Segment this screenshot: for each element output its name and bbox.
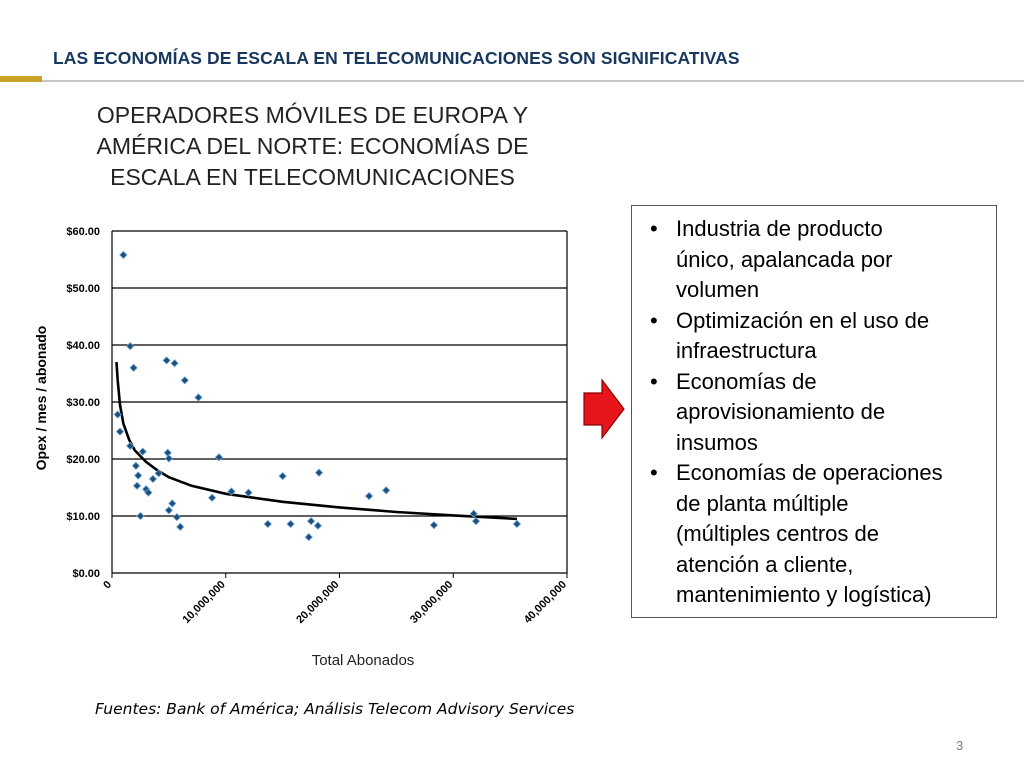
data-point	[195, 394, 202, 401]
y-tick-label: $60.00	[66, 226, 100, 238]
data-point	[472, 518, 479, 525]
bullet-dot-icon: •	[650, 460, 658, 485]
data-point	[165, 455, 172, 462]
bullet-dot-icon: •	[650, 368, 658, 394]
bullet-text-line: Economías de operaciones	[676, 460, 943, 485]
bullet-list	[642, 214, 986, 611]
data-point	[307, 518, 314, 525]
data-point	[132, 462, 139, 469]
data-points	[114, 251, 520, 540]
bullet-item	[642, 306, 986, 367]
data-point	[137, 512, 144, 519]
data-point	[305, 533, 312, 540]
data-point	[264, 520, 271, 527]
y-tick-label: $0.00	[72, 568, 100, 580]
data-point	[169, 500, 176, 507]
x-tick-label: 0	[101, 578, 115, 592]
bullet-text-line: infraestructura	[676, 338, 817, 363]
data-point	[163, 357, 170, 364]
bullet-list-box	[631, 205, 997, 618]
trendline	[117, 362, 518, 519]
chart-title-line-3: ESCALA EN TELECOMUNICACIONES	[110, 164, 515, 190]
y-tick-label: $10.00	[66, 511, 100, 523]
page-number: 3	[956, 738, 964, 753]
grid-lines	[112, 231, 567, 516]
trendline-group	[117, 362, 518, 519]
data-point	[287, 520, 294, 527]
x-axis-title: Total Abonados	[311, 652, 415, 669]
bullet-text-line: atención a cliente,	[676, 551, 854, 577]
data-point	[120, 251, 127, 258]
data-point	[314, 522, 321, 529]
y-tick-label: $40.00	[66, 340, 100, 352]
data-point	[116, 428, 123, 435]
data-point	[173, 514, 180, 521]
y-tick-label: $50.00	[66, 283, 100, 295]
bullet-text-line: Optimización en el uso de	[676, 307, 930, 333]
data-point	[133, 482, 140, 489]
data-point	[365, 492, 372, 499]
bullet-text-line: (múltiples centros de	[676, 521, 879, 546]
y-axis-title: Opex / mes / abonado	[33, 325, 49, 471]
bullet-item	[642, 367, 986, 459]
data-point	[181, 377, 188, 384]
right-arrow-icon	[584, 380, 624, 438]
bullet-text-line: Economías de	[676, 368, 817, 394]
data-point	[245, 489, 252, 496]
chart-title-line-2: AMÉRICA DEL NORTE: ECONOMÍAS DE	[96, 133, 529, 159]
data-point	[127, 343, 134, 350]
bullet-text-line: volumen	[676, 277, 760, 302]
data-point	[165, 507, 172, 514]
bullet-text-line: insumos	[676, 429, 758, 455]
x-tick-label: 30,000,000	[407, 578, 456, 627]
chart-title-line-1: OPERADORES MÓVILES DE EUROPA Y	[96, 102, 529, 128]
bullet-text-line: único, apalancada por	[676, 246, 893, 272]
data-point	[383, 487, 390, 494]
data-point	[135, 472, 142, 479]
y-tick-label: $30.00	[66, 397, 100, 409]
bullet-text-line: de planta múltiple	[676, 490, 849, 516]
bullet-text-line: mantenimiento y logística)	[676, 582, 932, 607]
bullet-text-line: Industria de producto	[676, 216, 883, 241]
data-point	[513, 520, 520, 527]
bullet-dot-icon: •	[650, 216, 658, 241]
source-note: Fuentes: Bank of América; Análisis Telecom Advisory Services	[95, 700, 575, 718]
data-point	[315, 469, 322, 476]
data-point	[149, 475, 156, 482]
data-point	[130, 364, 137, 371]
y-tick-label: $20.00	[66, 454, 100, 466]
data-point	[209, 494, 216, 501]
axis-labels	[33, 226, 569, 669]
x-tick-label: 20,000,000	[294, 578, 342, 627]
data-point	[164, 449, 171, 456]
bullet-text-line: aprovisionamiento de	[676, 399, 886, 424]
data-point	[171, 360, 178, 367]
slide-title: LAS ECONOMÍAS DE ESCALA EN TELECOMUNICACIONES SON SIGNIFICATIVAS	[53, 48, 740, 68]
data-point	[215, 454, 222, 461]
bullet-dot-icon: •	[650, 307, 658, 333]
data-point	[177, 523, 184, 530]
data-point	[430, 522, 437, 529]
bullet-item	[642, 214, 986, 306]
data-point	[279, 473, 286, 480]
x-tick-label: 10,000,000	[180, 578, 228, 627]
bullet-item	[642, 458, 986, 611]
x-tick-label: 40,000,000	[521, 578, 570, 627]
